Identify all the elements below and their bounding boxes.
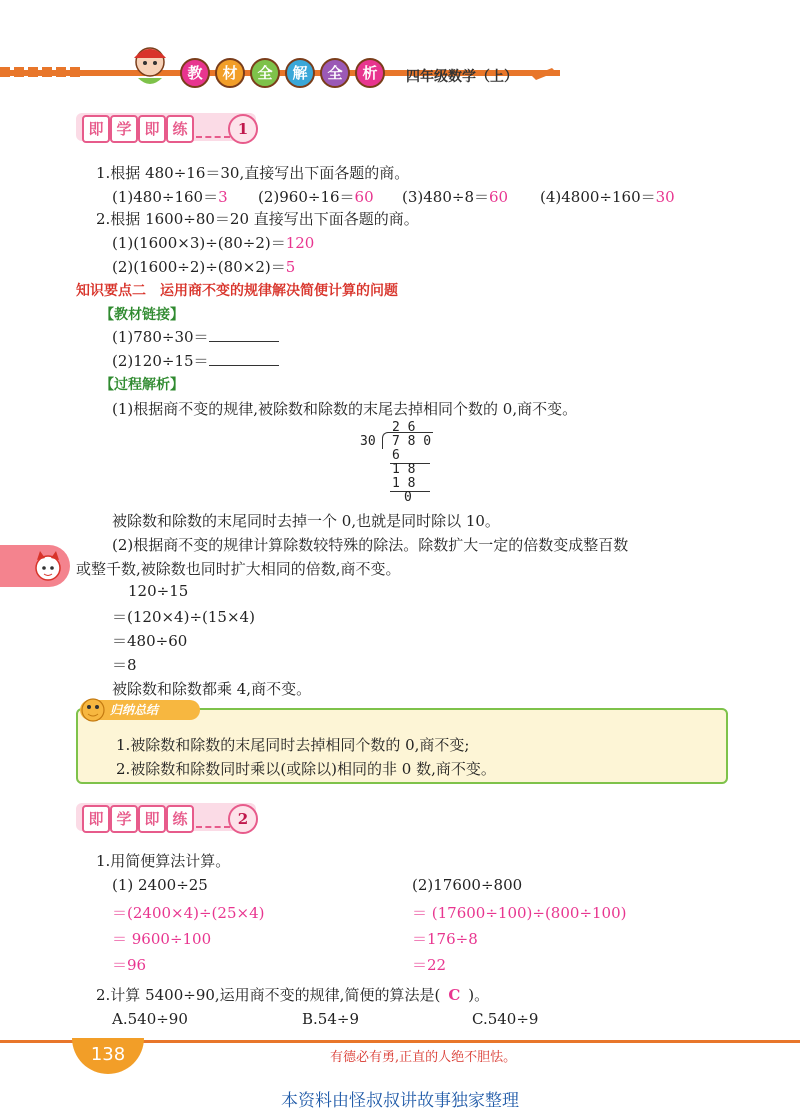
- question-stem: 1.根据 480÷16＝30,直接写出下面各题的商。: [96, 164, 410, 182]
- banner-char: 即: [138, 115, 166, 143]
- calc-step: 120÷15: [128, 582, 189, 600]
- long-division: [360, 420, 440, 506]
- banner-dash: [196, 826, 230, 828]
- answer-item: (2)(1600÷2)÷(80×2)＝5: [112, 258, 296, 276]
- calc-answer: ＝ (17600÷100)÷(800÷100): [412, 904, 627, 922]
- division-step: 1 8: [392, 462, 416, 477]
- answer-item: (2)960÷16＝60: [258, 188, 374, 206]
- division-divisor: 30: [360, 434, 376, 449]
- header-title-char: 析: [355, 58, 385, 88]
- answer-item: (1)(1600×3)÷(80÷2)＝120: [112, 234, 315, 252]
- question-stem: 2.计算 5400÷90,运用商不变的规律,简便的算法是( C )。: [96, 986, 490, 1004]
- banner-char: 练: [166, 805, 194, 833]
- banner-char: 即: [138, 805, 166, 833]
- question-stem: 1.用简便算法计算。: [96, 852, 231, 870]
- banner-char: 练: [166, 115, 194, 143]
- header-title-char: 全: [320, 58, 350, 88]
- summary-item: 1.被除数和除数的末尾同时去掉相同个数的 0,商不变;: [116, 736, 470, 754]
- link-item: (1)780÷30＝: [112, 326, 279, 347]
- calc-step: ＝8: [112, 656, 137, 674]
- calc-note: 被除数和除数都乘 4,商不变。: [112, 680, 312, 698]
- header-title-char: 解: [285, 58, 315, 88]
- option-b: B.54÷9: [302, 1010, 359, 1028]
- division-step: 6: [392, 448, 400, 463]
- option-a: A.540÷90: [112, 1010, 188, 1028]
- header-subject: 四年级数学（上）: [406, 69, 518, 85]
- header-title-char: 全: [250, 58, 280, 88]
- header-title-char: 材: [215, 58, 245, 88]
- option-c: C.540÷9: [472, 1010, 539, 1028]
- page-number: 138: [72, 1038, 144, 1074]
- banner-char: 即: [82, 115, 110, 143]
- calc-answer: ＝ 9600÷100: [112, 930, 212, 948]
- calc-answer: ＝176÷8: [412, 930, 478, 948]
- calc-answer: ＝96: [112, 956, 147, 974]
- banner-char: 学: [110, 115, 138, 143]
- banner-dash: [196, 136, 230, 138]
- division-quotient: 2 6: [392, 420, 416, 435]
- pencil-icon: [530, 62, 560, 82]
- division-remainder: 0: [404, 490, 412, 505]
- calc-step: (1) 2400÷25: [112, 876, 208, 894]
- analysis-paragraph: (1)根据商不变的规律,被除数和除数的末尾去掉相同个数的 0,商不变。: [112, 400, 578, 418]
- header-title-char: 教: [180, 58, 210, 88]
- division-step: 1 8: [392, 476, 416, 491]
- answer-blank[interactable]: [209, 351, 279, 366]
- division-dividend: 7 8 0: [392, 434, 432, 449]
- analysis-paragraph: 或整千数,被除数也同时扩大相同的倍数,商不变。: [76, 560, 401, 578]
- calc-answer: ＝22: [412, 956, 447, 974]
- mascot-girl-icon: [120, 38, 180, 90]
- analysis-label: 【过程解析】: [100, 377, 184, 393]
- link-label: 【教材链接】: [100, 307, 184, 323]
- calc-step: (2)17600÷800: [412, 876, 523, 894]
- cat-mascot-icon: [30, 548, 66, 584]
- footer-motto: 有德必有勇,正直的人绝不胆怯。: [330, 1050, 517, 1065]
- practice-number: 1: [228, 114, 258, 144]
- banner-char: 即: [82, 805, 110, 833]
- answer-blank[interactable]: [209, 327, 279, 342]
- summary-item: 2.被除数和除数同时乘以(或除以)相同的非 0 数,商不变。: [116, 760, 496, 778]
- answer-item: (4)4800÷160＝30: [540, 188, 675, 206]
- answer-item: (3)480÷8＝60: [402, 188, 509, 206]
- analysis-note: 被除数和除数的末尾同时去掉一个 0,也就是同时除以 10。: [112, 512, 500, 530]
- choice-answer: C: [448, 986, 461, 1004]
- calc-step: ＝480÷60: [112, 632, 188, 650]
- answer-item: (1)480÷160＝3: [112, 188, 228, 206]
- section-title: 知识要点二 运用商不变的规律解决简便计算的问题: [76, 283, 398, 299]
- analysis-paragraph: (2)根据商不变的规律计算除数较特殊的除法。除数扩大一定的倍数变成整百数: [112, 536, 629, 554]
- footer-credit: 本资料由怪叔叔讲故事独家整理: [281, 1091, 519, 1111]
- frog-mascot-icon: [78, 694, 108, 724]
- calc-step: ＝(120×4)÷(15×4): [112, 608, 255, 626]
- practice-number: 2: [228, 804, 258, 834]
- link-item: (2)120÷15＝: [112, 350, 279, 371]
- calc-answer: ＝(2400×4)÷(25×4): [112, 904, 265, 922]
- banner-char: 学: [110, 805, 138, 833]
- question-stem: 2.根据 1600÷80＝20 直接写出下面各题的商。: [96, 210, 419, 228]
- summary-label: 归纳总结: [80, 700, 200, 720]
